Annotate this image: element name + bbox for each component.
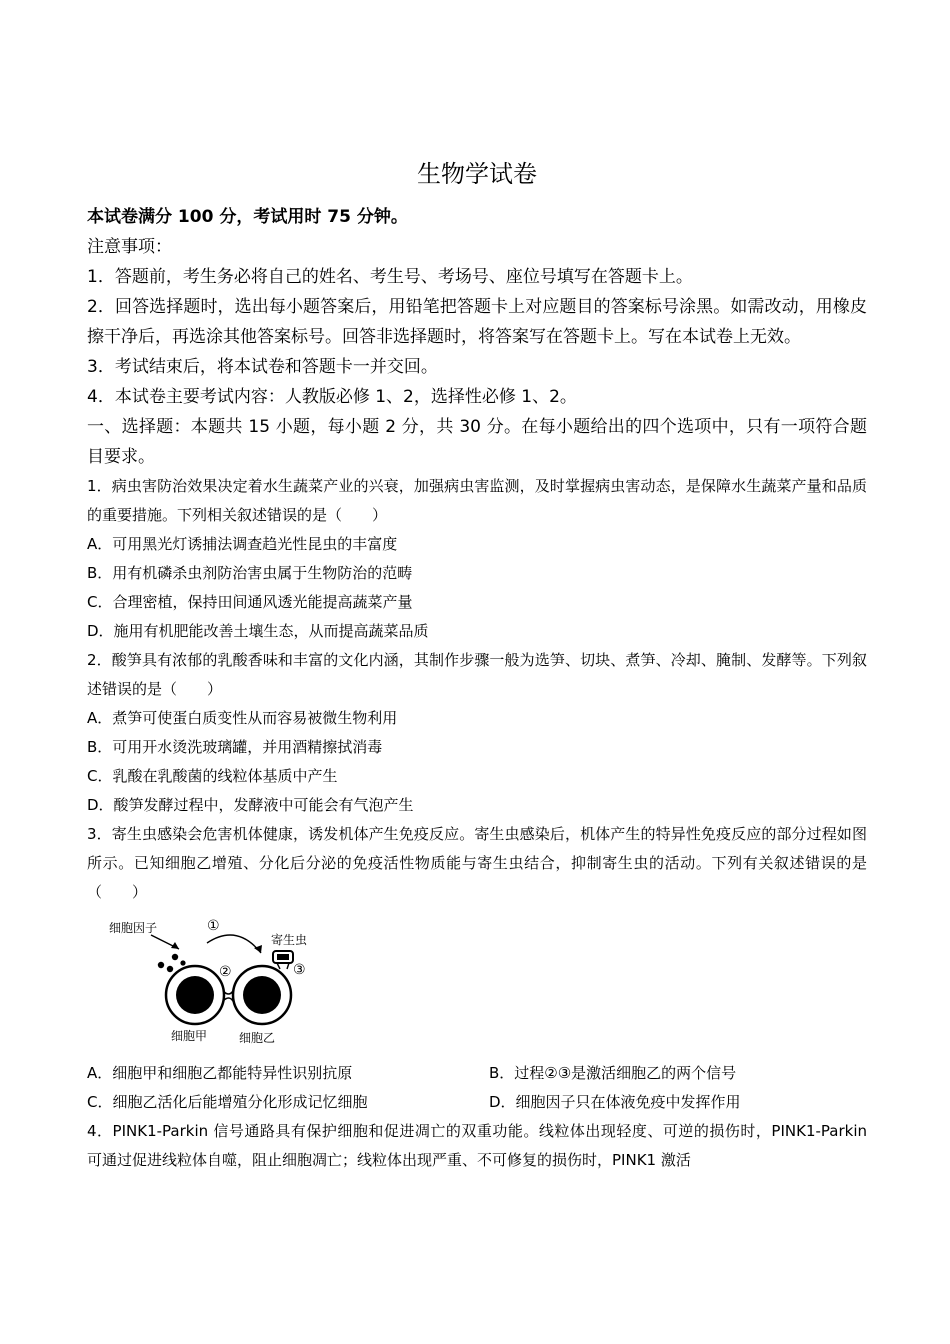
immune-response-figure xyxy=(99,913,329,1053)
option-c: C．细胞乙活化后能增殖分化形成记忆细胞 xyxy=(87,1093,368,1111)
step-1-label: ① xyxy=(207,918,220,934)
exam-instructions xyxy=(87,202,867,412)
cell-b-label: 细胞乙 xyxy=(239,1031,276,1045)
step-3-label: ③ xyxy=(293,962,306,978)
option-c: C．乳酸在乳酸菌的线粒体基质中产生 xyxy=(87,767,338,785)
option-c: C．合理密植，保持田间通风透光能提高蔬菜产量 xyxy=(87,593,413,611)
parasite-label: 寄生虫 xyxy=(271,933,308,947)
option-d: D．施用有机肥能改善土壤生态，从而提高蔬菜品质 xyxy=(87,622,429,640)
options-grid xyxy=(87,1059,867,1117)
cytokine-dot xyxy=(167,966,173,972)
question-2 xyxy=(87,646,867,820)
cell-b-nucleus xyxy=(243,976,281,1014)
cytokine-dot xyxy=(180,960,185,965)
notice-item: 2．回答选择题时，选出每小题答案后，用铅笔把答题卡上对应题目的答案标号涂黑。如需改动，用橡皮擦干净后，再选涂其他答案标号。回答非选择题时，将答案写在答题卡上。写在本试卷上无效。 xyxy=(87,297,867,347)
notice-item: 4．本试卷主要考试内容：人教版必修 1、2，选择性必修 1、2。 xyxy=(87,387,577,407)
question-stem: 1．病虫害防治效果决定着水生蔬菜产业的兴衰，加强病虫害监测，及时掌握病虫害动态，是保障水生蔬菜产量和品质的重要措施。下列相关叙述错误的是（ ） xyxy=(87,477,867,524)
score-time-line: 本试卷满分 100 分，考试用时 75 分钟。 xyxy=(87,207,408,227)
question-4 xyxy=(87,1117,867,1175)
option-d: D．酸笋发酵过程中，发酵液中可能会有气泡产生 xyxy=(87,796,414,814)
question-stem: 4．PINK1-Parkin 信号通路具有保护细胞和促进凋亡的双重功能。线粒体出现轻度、可逆的损伤时，PINK1-Parkin 可通过促进线粒体自噬，阻止细胞凋亡；线粒体出现严重、不可修复的损伤时，PINK1 激活 xyxy=(87,1122,867,1169)
cell-a-nucleus xyxy=(176,976,214,1014)
question-stem: 2．酸笋具有浓郁的乳酸香味和丰富的文化内涵，其制作步骤一般为选笋、切块、煮笋、冷却、腌制、发酵等。下列叙述错误的是（ ） xyxy=(87,651,867,698)
cytokine-dot xyxy=(158,962,164,968)
exam-page xyxy=(87,150,867,1175)
parasite-core xyxy=(277,954,289,960)
step-2-label: ② xyxy=(219,964,232,980)
section-heading: 一、选择题：本题共 15 小题，每小题 2 分，共 30 分。在每小题给出的四个选项中，只有一项符合题目要求。 xyxy=(87,417,867,467)
page-title: 生物学试卷 xyxy=(417,160,537,188)
notice-item: 3．考试结束后，将本试卷和答题卡一并交回。 xyxy=(87,357,438,377)
question-stem: 3．寄生虫感染会危害机体健康，诱发机体产生免疫反应。寄生虫感染后，机体产生的特异性免疫反应的部分过程如图所示。已知细胞乙增殖、分化后分泌的免疫活性物质能与寄生虫结合，抑制寄生虫的活动。下列有关叙述错误的是（ ） xyxy=(87,825,867,901)
question-3 xyxy=(87,820,867,1117)
option-a: A．煮笋可使蛋白质变性从而容易被微生物利用 xyxy=(87,709,398,727)
option-a: A．可用黑光灯诱捕法调查趋光性昆虫的丰富度 xyxy=(87,535,398,553)
question-1 xyxy=(87,472,867,646)
option-b: B．过程②③是激活细胞乙的两个信号 xyxy=(489,1064,737,1082)
cytokine-dot xyxy=(172,954,178,960)
notice-item: 1．答题前，考生务必将自己的姓名、考生号、考场号、座位号填写在答题卡上。 xyxy=(87,267,693,287)
cell-a-label: 细胞甲 xyxy=(171,1029,208,1043)
option-d: D．细胞因子只在体液免疫中发挥作用 xyxy=(489,1093,741,1111)
option-b: B．可用开水烫洗玻璃罐，并用酒精擦拭消毒 xyxy=(87,738,383,756)
cytokine-label: 细胞因子 xyxy=(109,921,158,935)
process-1-arrow xyxy=(207,935,261,953)
notice-heading: 注意事项： xyxy=(87,237,172,257)
option-a: A．细胞甲和细胞乙都能特异性识别抗原 xyxy=(87,1064,353,1082)
option-b: B．用有机磷杀虫剂防治害虫属于生物防治的范畴 xyxy=(87,564,413,582)
